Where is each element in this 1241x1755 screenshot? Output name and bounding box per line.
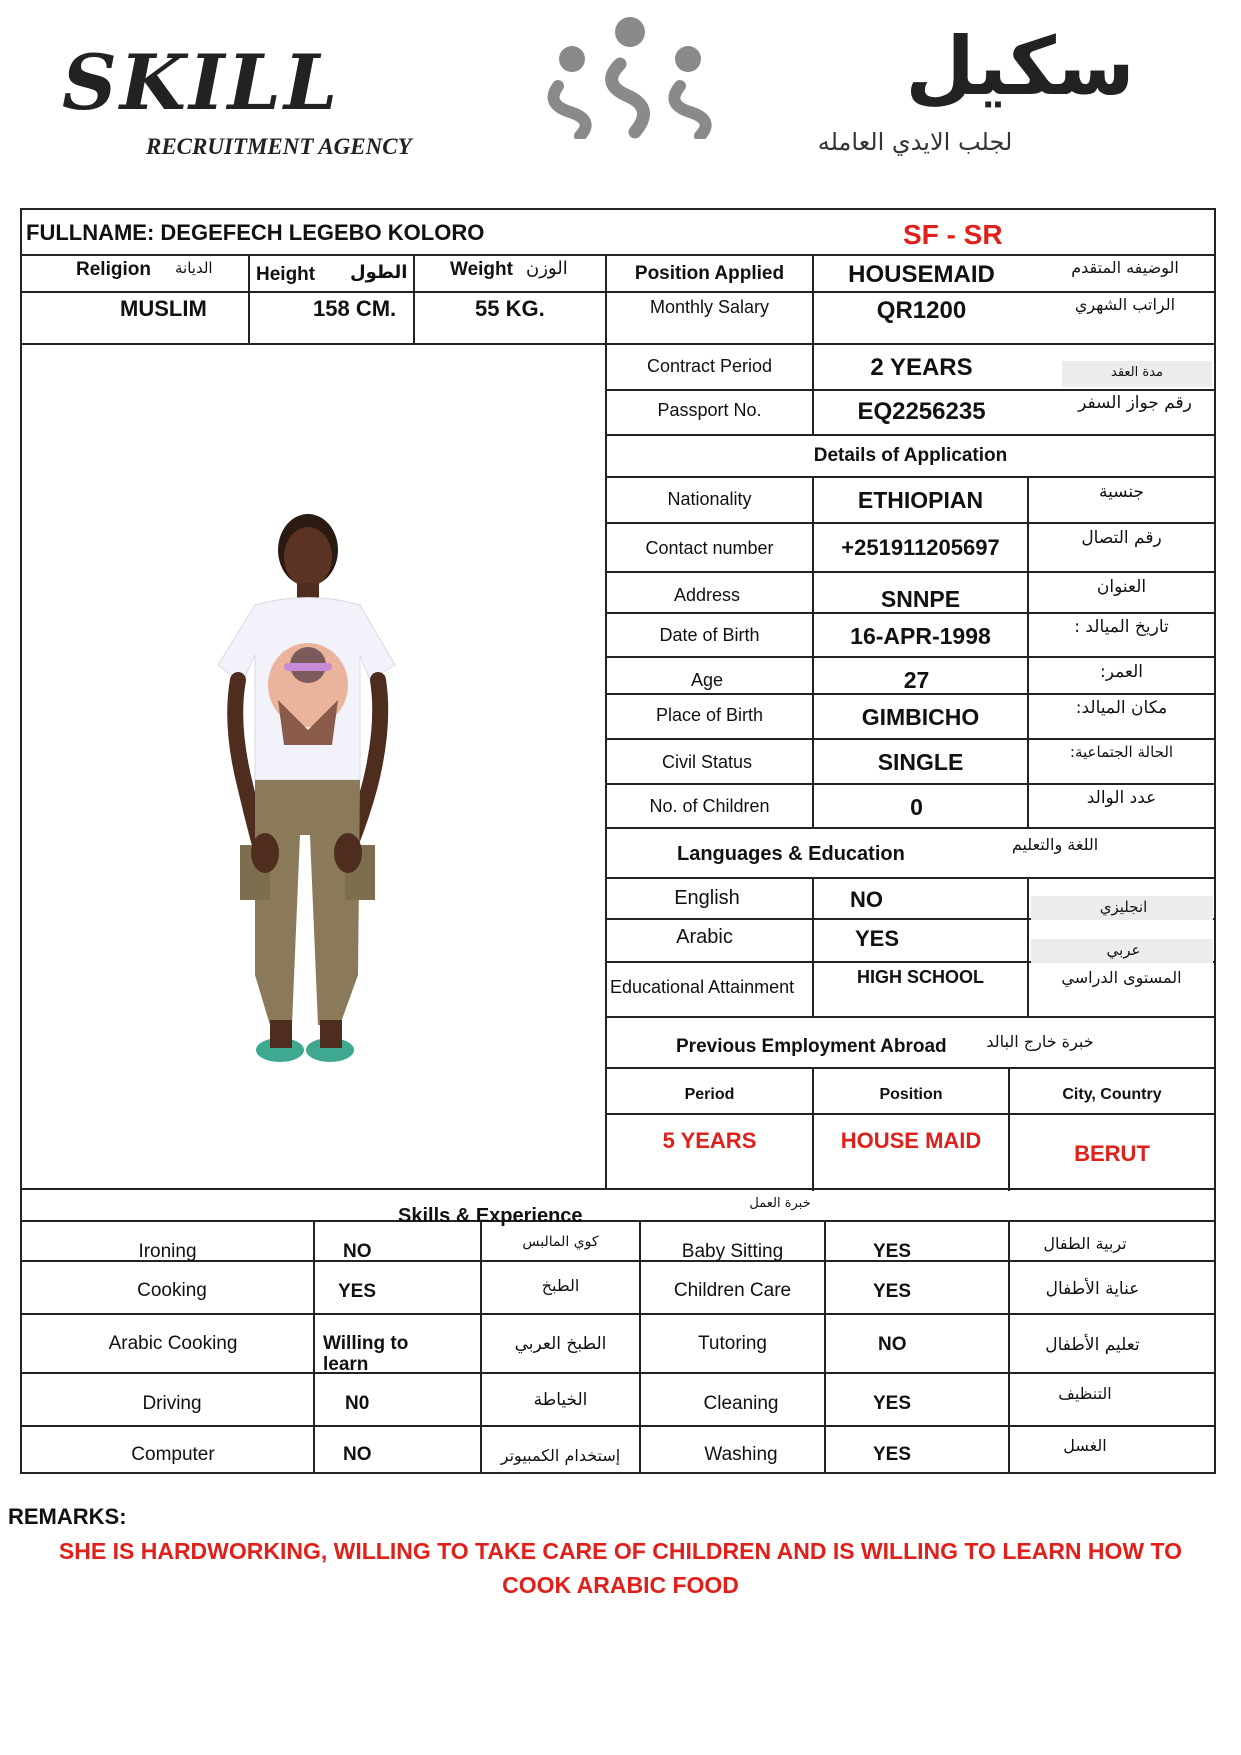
skill-cleaning-ar: التنظيف: [1058, 1384, 1112, 1403]
skill-washing-value: YES: [873, 1444, 912, 1465]
height-value: 158 CM.: [313, 296, 397, 321]
skill-computer-label: Computer: [131, 1444, 215, 1465]
position-header: Position: [879, 1086, 943, 1103]
position-value: HOUSEMAID: [848, 261, 995, 288]
salary-label-ar: الراتب الشهري: [1074, 295, 1176, 314]
logo-text: SKILL: [62, 38, 341, 127]
skill-cooking-value: YES: [338, 1281, 377, 1302]
logo-arabic: سكيل: [905, 20, 1135, 113]
education-label-ar: المستوى الدراسي: [1061, 968, 1182, 987]
skill-childcare-label: Children Care: [673, 1280, 792, 1301]
education-value: HIGH SCHOOL: [856, 967, 984, 987]
skill-tutoring-ar: تعليم الأطفال: [1045, 1335, 1140, 1355]
period-header: Period: [684, 1086, 735, 1103]
position-label-ar: الوضيفه المتقدم: [1071, 258, 1179, 277]
nationality-label-ar: جنسية: [1098, 482, 1145, 502]
arabic-value: YES: [855, 926, 900, 951]
skill-cleaning-value: YES: [873, 1393, 912, 1414]
employment-title: Previous Employment Abroad: [676, 1036, 947, 1057]
age-label-ar: العمر:: [1099, 662, 1144, 682]
civil-status-label: Civil Status: [661, 752, 753, 772]
skill-arabic-cooking-value: Willing to learn: [323, 1333, 409, 1375]
children-label: No. of Children: [649, 796, 770, 816]
religion-label-ar: الديانة: [175, 259, 213, 277]
address-value: SNNPE: [880, 586, 961, 612]
contact-value: +251911205697: [841, 535, 1000, 560]
skill-babysitting-label: Baby Sitting: [681, 1241, 784, 1262]
civil-status-label-ar: الحالة الجتماعية:: [1069, 743, 1174, 761]
age-value: 27: [903, 667, 930, 693]
skill-ironing-value: NO: [343, 1241, 372, 1262]
logo-arabic-subtitle: لجلب الايدي العامله: [817, 128, 1013, 156]
height-label: Height: [256, 264, 316, 285]
skill-childcare-value: YES: [873, 1281, 912, 1302]
skill-washing-ar: الغسل: [1063, 1436, 1107, 1455]
employment-period: 5 YEARS: [662, 1128, 757, 1153]
skill-babysitting-ar: تربية الطفال: [1043, 1234, 1127, 1253]
contact-label: Contact number: [645, 538, 774, 558]
nationality-label: Nationality: [667, 489, 752, 509]
weight-label: Weight: [450, 259, 513, 280]
reference-code: SF - SR: [903, 219, 1003, 250]
skill-driving-value: N0: [345, 1393, 370, 1414]
dob-label-ar: تاريخ الميالد :: [1074, 617, 1169, 637]
education-label: Educational Attainment: [610, 977, 795, 997]
salary-label: Monthly Salary: [649, 297, 770, 317]
english-label-ar: انجليزي: [1099, 898, 1148, 916]
skill-sewing-ar: الخياطة: [533, 1390, 588, 1410]
pob-label-ar: مكان الميالد:: [1075, 698, 1168, 718]
skill-babysitting-value: YES: [873, 1241, 912, 1262]
passport-label: Passport No.: [657, 400, 762, 420]
employment-title-ar: خبرة خارج البالد: [986, 1032, 1094, 1051]
skills-title: Skills & Experience: [398, 1205, 583, 1227]
weight-value: 55 KG.: [475, 296, 545, 321]
arabic-label-ar: عربي: [1106, 941, 1141, 959]
skills-title-ar: خبرة العمل: [749, 1196, 811, 1211]
people-logo-icon: [540, 14, 720, 139]
skill-arabic-cooking-label: Arabic Cooking: [108, 1333, 238, 1354]
dob-value: 16-APR-1998: [850, 623, 991, 649]
height-label-ar: الطول: [350, 262, 408, 283]
skill-tutoring-value: NO: [878, 1334, 907, 1355]
english-label: English: [674, 887, 740, 909]
skill-cleaning-label: Cleaning: [703, 1393, 779, 1414]
skill-computer-value: NO: [343, 1444, 372, 1465]
passport-label-ar: رقم جواز السفر: [1078, 393, 1192, 413]
contract-value: 2 YEARS: [870, 354, 973, 381]
skill-driving-label: Driving: [142, 1393, 202, 1414]
age-label: Age: [690, 670, 724, 690]
languages-title: Languages & Education: [677, 843, 905, 865]
remarks-line-2: COOK ARABIC FOOD: [502, 1572, 739, 1598]
address-label-ar: العنوان: [1096, 577, 1147, 597]
contact-label-ar: رقم التصال: [1081, 528, 1162, 548]
skill-ironing-ar: كوي المالبس: [522, 1234, 599, 1250]
pob-label: Place of Birth: [655, 705, 764, 725]
applicant-photo: [200, 505, 405, 1075]
passport-value: EQ2256235: [857, 398, 986, 425]
english-value: NO: [850, 887, 883, 912]
skill-cooking-label: Cooking: [137, 1280, 207, 1301]
logo-subtitle: RECRUITMENT AGENCY: [146, 134, 412, 159]
religion-label: Religion: [76, 259, 151, 280]
contract-label-ar: مدة العقد: [1111, 365, 1163, 380]
dob-label: Date of Birth: [659, 625, 760, 645]
religion-value: MUSLIM: [120, 296, 207, 321]
remarks-line-1: SHE IS HARDWORKING, WILLING TO TAKE CARE OF CHILDREN AND IS WILLING TO LEARN HOW TO: [58, 1538, 1183, 1564]
children-label-ar: عدد الوالد: [1086, 788, 1157, 808]
city-country-header: City, Country: [1062, 1086, 1162, 1103]
civil-status-value: SINGLE: [877, 749, 964, 775]
employment-city: BERUT: [1074, 1141, 1150, 1166]
contract-label: Contract Period: [646, 356, 773, 376]
skill-computer-ar: إستخدام الكمبيوتر: [500, 1446, 621, 1465]
salary-value: QR1200: [876, 297, 967, 324]
children-value: 0: [910, 794, 923, 820]
employment-position: HOUSE MAID: [840, 1128, 982, 1153]
skill-arabic-cooking-ar: الطبخ العربي: [514, 1334, 607, 1354]
fullname: FULLNAME: DEGEFECH LEGEBO KOLORO: [26, 220, 485, 245]
skill-cooking-ar: الطبخ: [541, 1276, 580, 1295]
skill-ironing-label: Ironing: [138, 1241, 197, 1262]
remarks-label: REMARKS:: [8, 1504, 127, 1529]
pob-value: GIMBICHO: [861, 704, 980, 730]
skill-tutoring-label: Tutoring: [698, 1333, 767, 1354]
address-label: Address: [673, 585, 741, 605]
languages-title-ar: اللغة والتعليم: [1011, 835, 1099, 854]
details-title: Details of Application: [813, 445, 1008, 466]
weight-label-ar: الوزن: [526, 258, 568, 279]
position-label: Position Applied: [634, 263, 785, 284]
arabic-label: Arabic: [676, 926, 733, 948]
skill-childcare-ar: عناية الأطفال: [1045, 1279, 1140, 1299]
skill-washing-label: Washing: [704, 1444, 778, 1465]
nationality-value: ETHIOPIAN: [857, 487, 984, 513]
